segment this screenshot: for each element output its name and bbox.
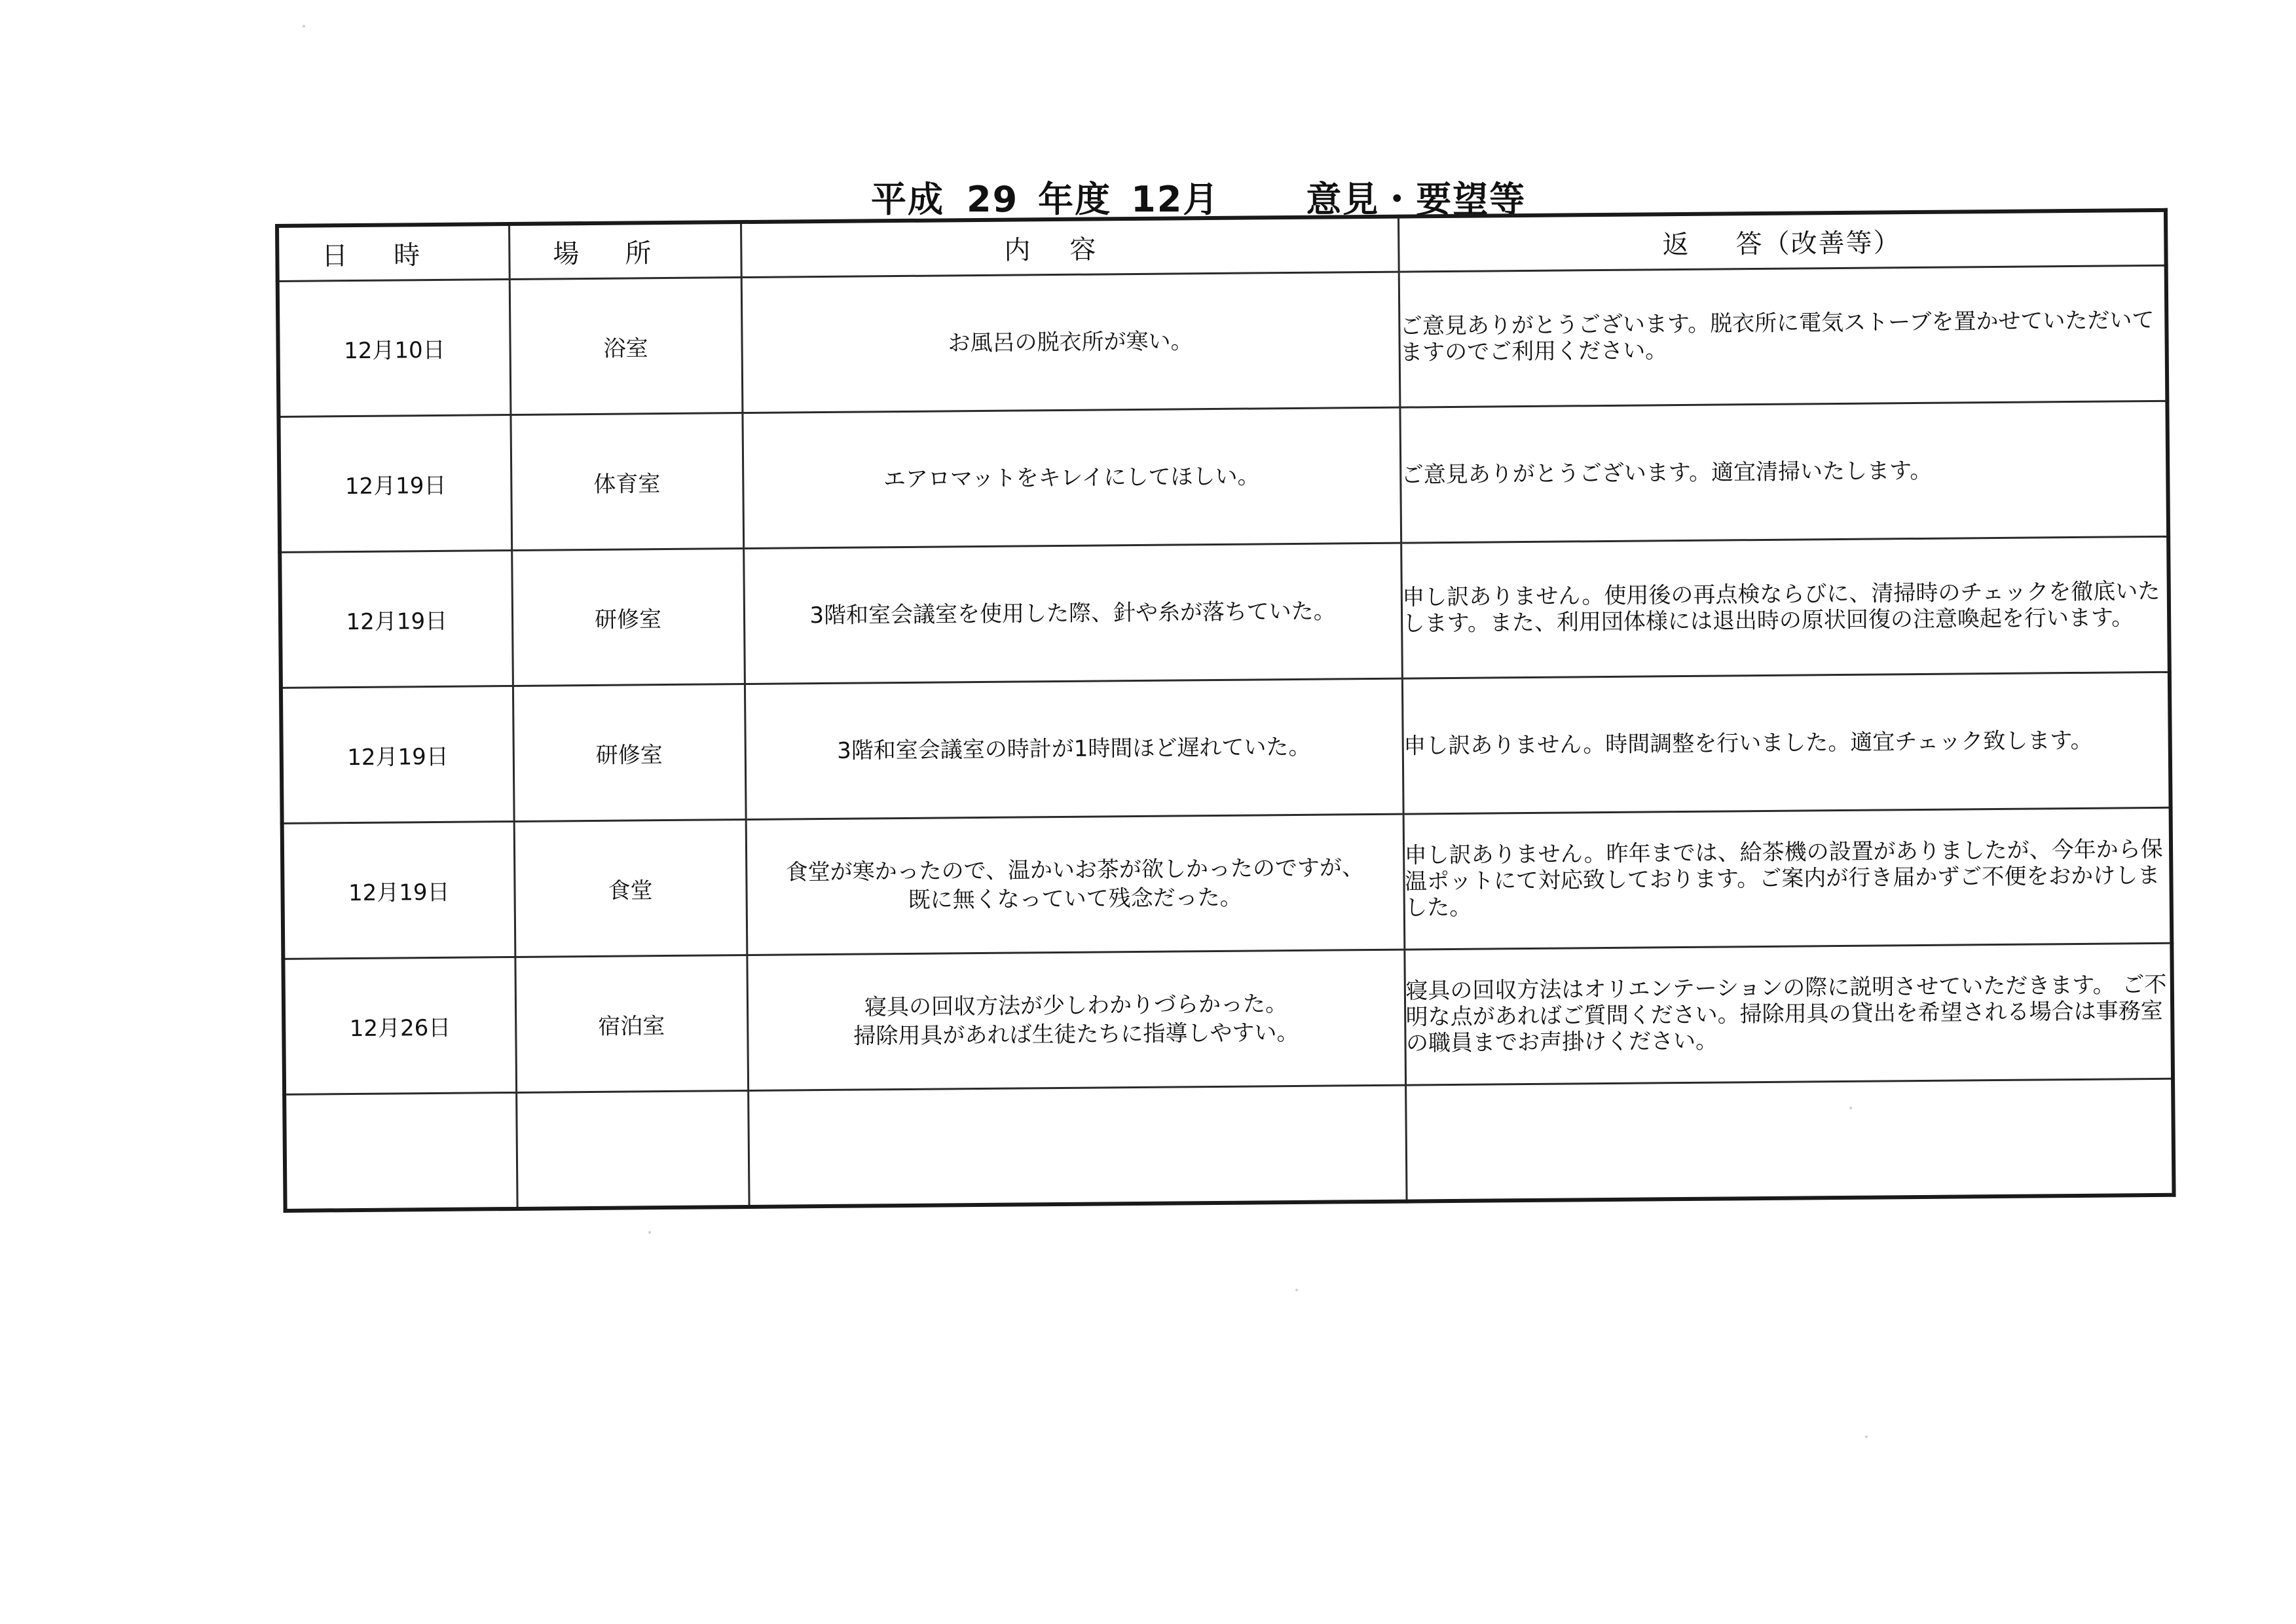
- cell-content: [748, 1085, 1406, 1207]
- feedback-table-wrapper: [275, 208, 2172, 1213]
- table-row-empty: [284, 1079, 2174, 1211]
- cell-content: エアロマットをキレイにしてほしい。: [742, 407, 1401, 548]
- feedback-table: [275, 208, 2176, 1213]
- cell-content: お風呂の脱衣所が寒い。: [741, 272, 1400, 413]
- cell-date: 12月26日: [283, 957, 516, 1095]
- cell-date: [284, 1093, 517, 1211]
- cell-date: 12月19日: [281, 686, 514, 824]
- table-row: [283, 944, 2173, 1095]
- scan-speck: [303, 25, 305, 28]
- scan-speck: [648, 1231, 651, 1234]
- cell-content: 3階和室会議室の時計が1時間ほど遅れていた。: [745, 678, 1403, 819]
- table-row: [280, 536, 2170, 688]
- scan-speck: [1295, 1289, 1298, 1291]
- cell-date: 12月10日: [278, 280, 511, 417]
- table-row: [282, 808, 2172, 959]
- header-place: 場所: [509, 222, 741, 279]
- header-content: 内容: [741, 217, 1399, 278]
- table-row: [281, 672, 2171, 823]
- title-month: 12月: [1131, 179, 1220, 220]
- cell-response: ご意見ありがとうございます。脱衣所に電気ストーブを置かせていただいてますのでご利用ください。: [1399, 265, 2168, 407]
- header-response: 返 答（改善等）: [1398, 210, 2166, 272]
- cell-response: 申し訳ありません。使用後の再点検ならびに、清掃時のチェックを徹底いたします。また、利用団体様には退出時の原状回復の注意喚起を行います。: [1401, 536, 2170, 678]
- cell-date: 12月19日: [280, 551, 513, 688]
- table-row: [278, 265, 2168, 416]
- cell-response: 申し訳ありません。時間調整を行いました。適宜チェック致します。: [1402, 672, 2171, 814]
- table-row: [278, 401, 2168, 552]
- cell-place: [516, 1091, 749, 1209]
- header-date: 日時: [277, 224, 509, 281]
- title-year-suffix: 年度: [1038, 179, 1112, 220]
- cell-place: 体育室: [510, 413, 743, 551]
- cell-date: 12月19日: [278, 415, 511, 553]
- cell-response: 申し訳ありません。昨年までは、給茶機の設置がありましたが、今年から保温ポットにて対応致しております。ご案内が行き届かずご不便をおかけしました。: [1403, 808, 2172, 950]
- cell-content: 食堂が寒かったので、温かいお茶が欲しかったのですが、 既に無くなっていて残念だった。: [746, 814, 1405, 955]
- cell-place: 浴室: [509, 278, 743, 415]
- scan-speck: [1865, 1435, 1868, 1438]
- cell-response: ご意見ありがとうございます。適宜清掃いたします。: [1399, 401, 2168, 543]
- cell-response: [1405, 1079, 2174, 1202]
- cell-place: 食堂: [514, 820, 747, 957]
- cell-content: 3階和室会議室を使用した際、針や糸が落ちていた。: [743, 543, 1402, 684]
- title-subject: 意見・要望等: [1306, 179, 1527, 220]
- cell-place: 研修室: [513, 684, 746, 822]
- cell-place: 研修室: [511, 549, 745, 686]
- cell-date: 12月19日: [282, 822, 515, 959]
- cell-response: 寝具の回収方法はオリエンテーションの際に説明させていただきます。 ご不明な点があればご質問ください。掃除用具の貸出を希望される場合は事務室の職員までお声掛けください。: [1404, 944, 2173, 1086]
- title-year: 29: [967, 179, 1019, 220]
- title-era: 平成: [871, 179, 944, 220]
- cell-content: 寝具の回収方法が少しわかりづらかった。 掃除用具があれば生徒たちに指導しやすい。: [747, 950, 1405, 1090]
- cell-place: 宿泊室: [515, 955, 748, 1093]
